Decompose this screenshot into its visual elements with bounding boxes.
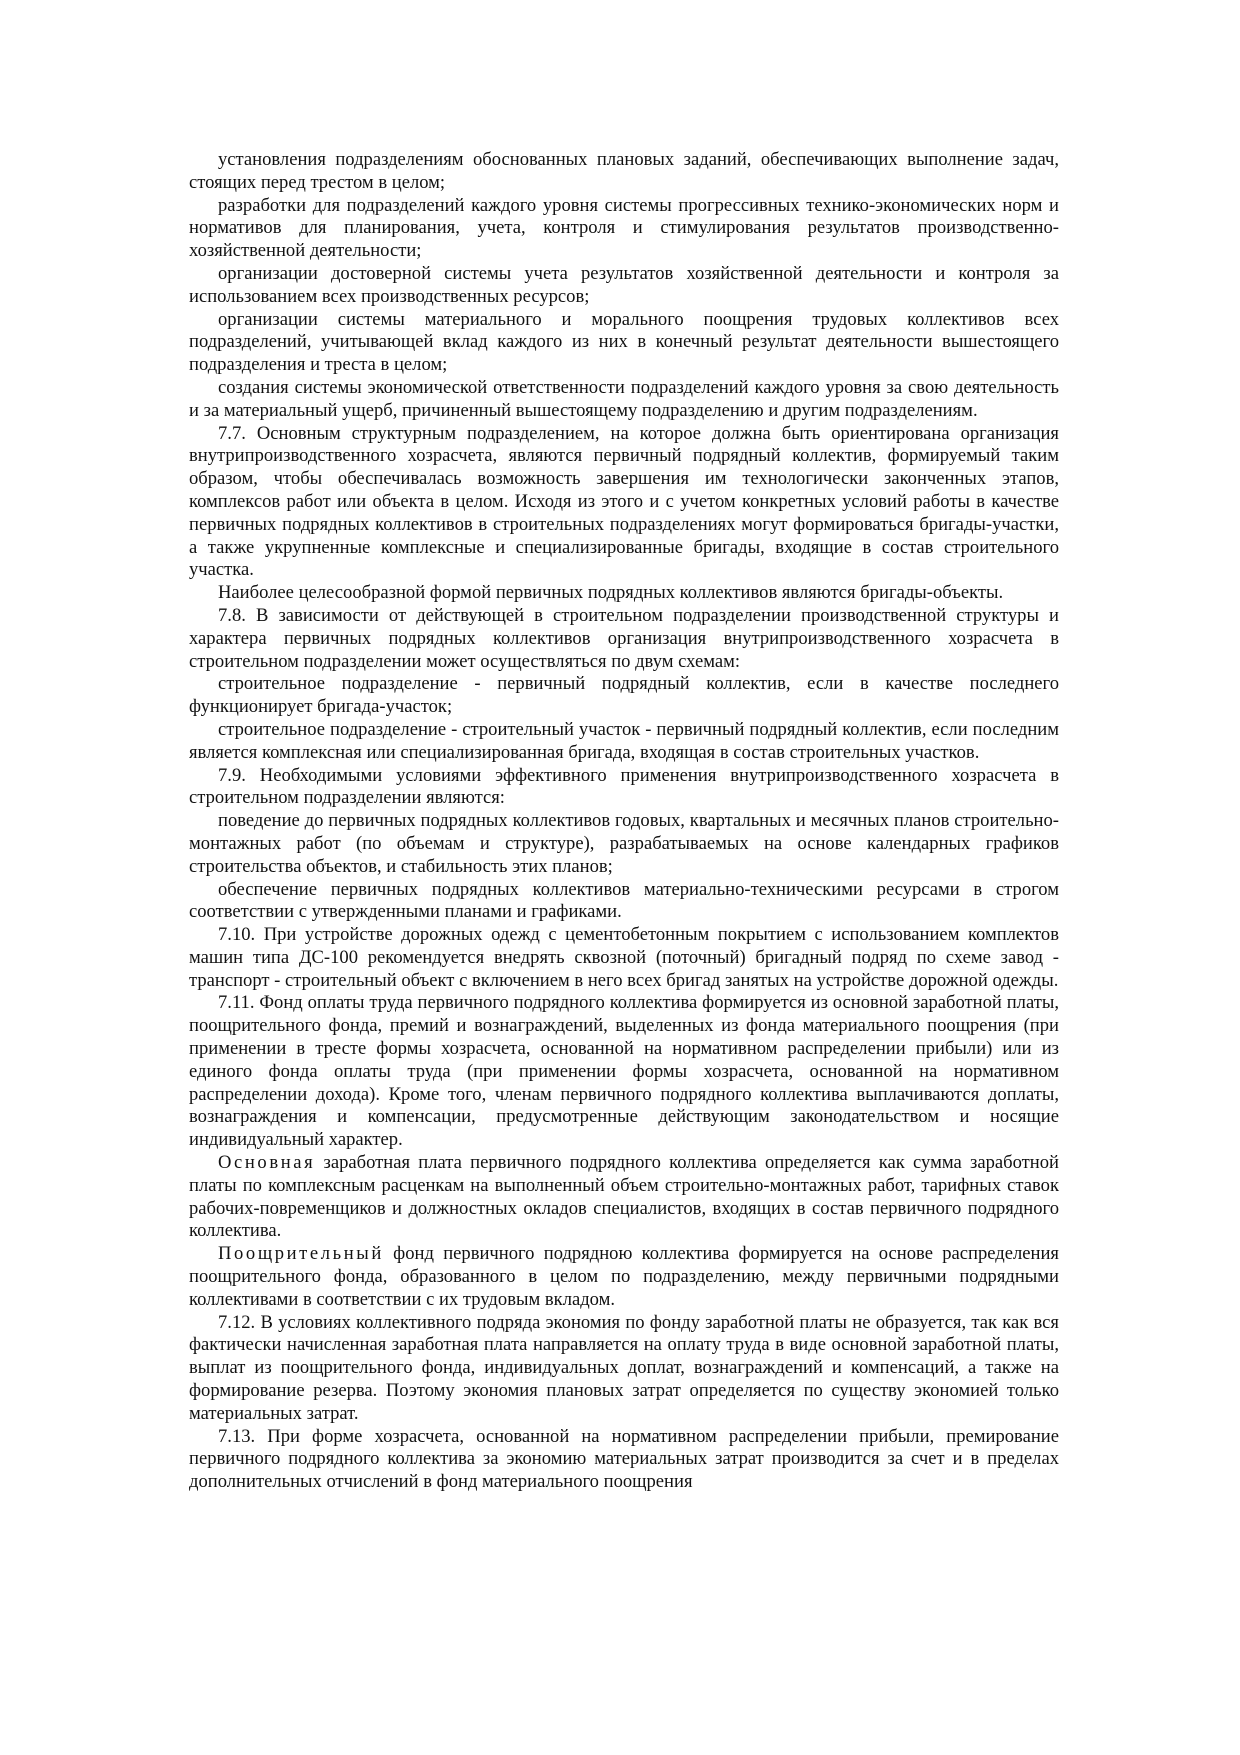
paragraph-lead-word: Поощрительный xyxy=(218,1243,384,1265)
paragraph-text: 7.8. В зависимости от действующей в строительном подразделении производственной структуры и характера первичных подрядных коллективов организация внутрипроизводственного хозрасчета в строительном подразделении может осуществляться по двум схемам: xyxy=(189,604,1059,672)
paragraph xyxy=(189,673,1059,719)
paragraph-text: Наиболее целесообразной формой первичных подрядных коллективов являются бригады-объекты. xyxy=(218,582,1004,604)
paragraph-text: 7.11. Фонд оплаты труда первичного подрядного коллектива формируется из основной заработной платы, поощрительного фонда, премий и вознаграждений, выделенных из фонда материального поощрения (при применении в тресте формы хозрасчета, основанной на нормативном распределении прибыли) или из единого фонда оплаты труда (при применении формы хозрасчета, основанной на нормативном распределении дохода). Кроме того, членам первичного подрядного коллектива выплачиваются доплаты, вознаграждения и компенсации, предусмотренные действующим законодательством и носящие индивидуальный характер. xyxy=(189,992,1059,1151)
paragraph xyxy=(189,719,1059,765)
paragraph-text: установления подразделениям обоснованных плановых заданий, обеспечивающих выполнение задач, стоящих перед трестом в целом; xyxy=(189,149,1059,193)
paragraph xyxy=(189,309,1059,377)
paragraph-text: организации достоверной системы учета результатов хозяйственной деятельности и контроля за использованием всех производственных ресурсов; xyxy=(189,262,1059,307)
paragraph-text: 7.12. В условиях коллективного подряда экономия по фонду заработной платы не образуется, так как вся фактически начисленная заработная плата направляется на оплату труда в виде основной заработной платы, выплат из поощрительного фонда, индивидуальных доплат, вознаграждений и компенсаций, а также на формирование резерва. Поэтому экономия плановых затрат определяется по существу экономией только материальных затрат. xyxy=(189,1311,1059,1424)
paragraph-text: 7.13. При форме хозрасчета, основанной на нормативном распределении прибыли, премирование первичного подрядного коллектива за экономию материальных затрат производится за счет и в пределах дополнительных отчислений в фонд материального поощрения xyxy=(189,1425,1059,1493)
paragraph-text: организации системы материального и морального поощрения трудовых коллективов всех подразделений, учитывающей вклад каждого из них в конечный результат деятельности вышестоящего подразделения и треста в целом; xyxy=(189,308,1059,376)
paragraph-7-13 xyxy=(189,1426,1059,1494)
paragraph-7-10 xyxy=(189,924,1059,992)
paragraph xyxy=(189,149,1059,195)
paragraph-text: поведение до первичных подрядных коллективов годовых, квартальных и месячных планов строительно-монтажных работ (по объемам и структуре), разрабатываемых на основе календарных графиков строительства объектов, и стабильность этих планов; xyxy=(189,810,1059,877)
paragraph xyxy=(189,879,1059,925)
paragraph-lead-word: Основная xyxy=(218,1152,316,1174)
paragraph-text: разработки для подразделений каждого уровня системы прогрессивных технико-экономических норм и нормативов для планирования, учета, контроля и стимулирования результатов производственно-хозяйственной деятельности; xyxy=(189,194,1059,262)
paragraph xyxy=(189,582,1059,605)
paragraph-text: строительное подразделение - первичный подрядный коллектив, если в качестве последнего функционирует бригада-участок; xyxy=(189,673,1059,718)
paragraph-text: 7.10. При устройстве дорожных одежд с цементобетонным покрытием с использованием комплектов машин типа ДС-100 рекомендуется внедрять сквозной (поточный) бригадный подряд по схеме завод - транспорт - строительный объект с включением в него всех бригад занятых на устройстве дорожной одежды. xyxy=(189,924,1059,991)
paragraph xyxy=(189,810,1059,878)
paragraph xyxy=(189,377,1059,423)
paragraph xyxy=(189,1243,1059,1311)
paragraph-text: строительное подразделение - строительный участок - первичный подрядный коллектив, если последним является комплексная или специализированная бригада, входящая в состав строительных участков. xyxy=(189,718,1059,763)
paragraph xyxy=(189,1152,1059,1243)
paragraph-text: обеспечение первичных подрядных коллективов материально-техническими ресурсами в строгом соответствии с утвержденными планами и графиками. xyxy=(189,878,1059,923)
paragraph-7-9 xyxy=(189,765,1059,811)
paragraph-text: 7.7. Основным структурным подразделением, на которое должна быть ориентирована организация внутрипроизводственного хозрасчета, являются первичный подрядный коллектив, формируемый таким образом, чтобы обеспечивалась возможность завершения им технологически законченных этапов, комплексов работ или объекта в целом. Исходя из этого и с учетом конкретных условий работы в качестве первичных подрядных коллективов в строительных подразделениях могут формироваться бригады-участки, а также укрупненные комплексные и специализированные бригады, входящие в состав строительного участка. xyxy=(189,422,1059,581)
paragraph-text: 7.9. Необходимыми условиями эффективного применения внутрипроизводственного хозрасчета в строительном подразделении являются: xyxy=(189,764,1059,809)
paragraph-7-8 xyxy=(189,605,1059,673)
paragraph xyxy=(189,263,1059,309)
document-page xyxy=(189,149,1059,1494)
paragraph-7-7 xyxy=(189,423,1059,583)
paragraph xyxy=(189,195,1059,263)
paragraph-text: создания системы экономической ответственности подразделений каждого уровня за свою деятельность и за материальный ущерб, причиненный вышестоящему подразделению и другим подразделениям. xyxy=(189,376,1059,421)
paragraph-text: фонд первичного подрядною коллектива формируется на основе распределения поощрительного фонда, образованного в целом по подразделению, между первичными подрядными коллективами в соответствии с их трудовым вкладом. xyxy=(189,1243,1059,1310)
paragraph-7-11 xyxy=(189,992,1059,1152)
paragraph-7-12 xyxy=(189,1312,1059,1426)
paragraph-text: заработная плата первичного подрядного коллектива определяется как сумма заработной платы по комплексным расценкам на выполненный объем строительно-монтажных работ, тарифных ставок рабочих-повременщиков и должностных окладов специалистов, входящих в состав первичного подрядного коллектива. xyxy=(189,1152,1059,1242)
